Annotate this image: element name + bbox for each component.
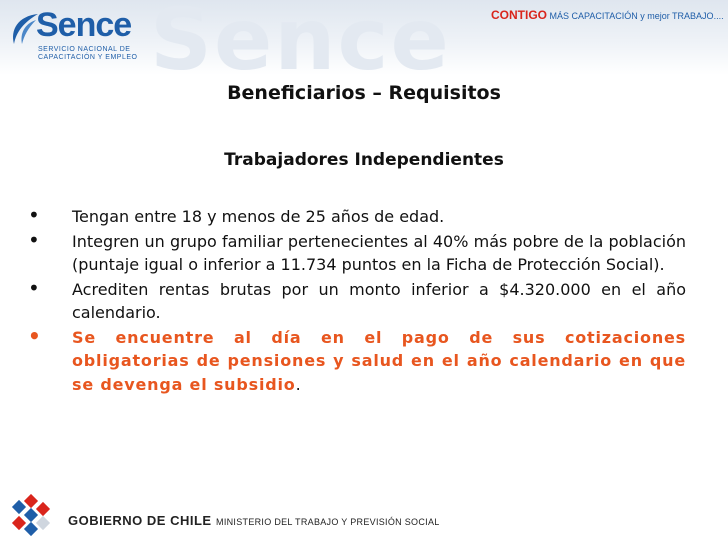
contigo-slogan — [491, 8, 724, 22]
slogan-suffix: .... — [713, 11, 724, 21]
list-item: • Integren un grupo familiar pertenecientes al 40% más pobre de la población (puntaje igual o inferior a 11.734 puntos en la Ficha de Protección Social). — [28, 227, 686, 274]
slogan-highlight: TRABAJO — [672, 11, 714, 21]
footer — [10, 494, 440, 540]
highlight-list-item: • Se encuentre al día en el pago de sus cotizaciones obligatorias de pensiones y salud en el año calendario en que se devenga el subsidio. — [28, 323, 686, 394]
list-item: • Acrediten rentas brutas por un monto inferior a $4.320.000 en el año calendario. — [28, 275, 686, 322]
slide-subtitle: Trabajadores Independientes — [224, 150, 504, 170]
sence-logo — [8, 6, 148, 66]
bullet-icon: • — [28, 323, 42, 348]
requirements-list — [28, 205, 686, 397]
sence-logo-subtitle: SERVICIO NACIONAL DE CAPACITACIÓN Y EMPLEO — [38, 46, 138, 61]
contigo-brand: CONTIGO — [491, 8, 547, 22]
ministerio-name: MINISTERIO DEL TRABAJO Y PREVISIÓN SOCIAL — [216, 517, 440, 527]
gobierno-name: GOBIERNO DE CHILE — [68, 513, 212, 528]
sence-watermark: Sence — [150, 0, 451, 90]
list-item: • Tengan entre 18 y menos de 25 años de edad. — [28, 203, 445, 227]
slide-title: Beneficiarios – Requisitos — [227, 82, 501, 104]
bullet-icon: • — [28, 203, 40, 227]
bullet-icon: • — [28, 227, 40, 252]
gobierno-label — [68, 512, 440, 530]
sence-logo-text: Sence — [36, 6, 132, 44]
slogan-text: MÁS CAPACITACIÓN y mejor — [549, 11, 673, 21]
gobierno-chile-logo-icon — [10, 494, 56, 540]
bullet-icon: • — [28, 275, 40, 300]
